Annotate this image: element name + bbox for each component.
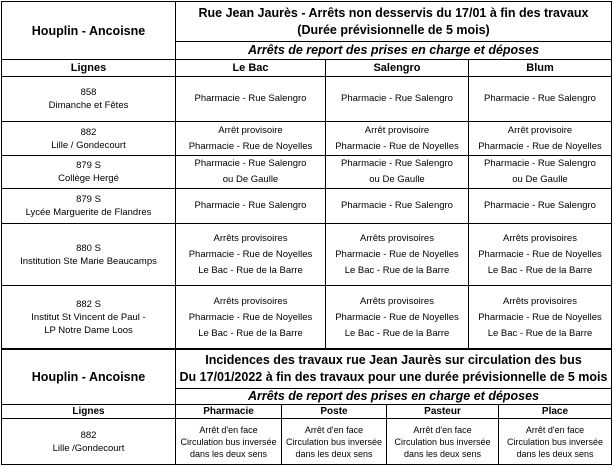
table-row	[2, 77, 612, 122]
stop-text: Pharmacie - Rue de Noyelles	[188, 311, 313, 323]
table-row	[2, 156, 612, 189]
stop-text: Pharmacie - Rue de Noyelles	[335, 140, 459, 152]
stop-text: Pharmacie - Rue de Noyelles	[335, 311, 459, 323]
stop-cell	[469, 189, 612, 224]
stop-text: Le Bac - Rue de la Barre	[344, 264, 450, 276]
stop-text: Arrêt d'en face	[525, 424, 585, 435]
stop-text: Pharmacie - Rue de Noyelles	[335, 248, 459, 260]
stop-cell	[176, 122, 326, 156]
stop-text: Pharmacie - Rue de Noyelles	[188, 248, 313, 260]
line-text: 879 S	[76, 160, 101, 171]
table-1-title	[176, 2, 612, 42]
line-text: 858	[80, 87, 97, 98]
stop-text: Pharmacie - Rue de Noyelles	[478, 311, 602, 323]
table-row	[2, 189, 612, 224]
stop-cell	[469, 156, 612, 189]
title-2-line-1: Incidences des travaux rue Jean Jaurès sur circulation des bus	[205, 352, 582, 367]
stop-text: Circulation bus inversée	[180, 436, 277, 447]
line-text: 879 S	[76, 194, 101, 205]
stop-text: dans les deux sens	[516, 448, 594, 459]
stop-text: dans les deux sens	[189, 448, 268, 459]
stop-cell	[176, 286, 326, 350]
stop-cell	[176, 224, 326, 286]
table-2-title	[176, 349, 612, 389]
table-row	[2, 122, 612, 156]
stop-cell	[326, 189, 469, 224]
line-text: 882 S	[76, 299, 101, 310]
title-2-line-2: Du 17/01/2022 à fin des travaux pour une durée prévisionnelle de 5 mois	[179, 369, 608, 384]
report-table-2	[1, 348, 612, 465]
stop-text: Arrêts provisoires	[360, 295, 434, 307]
stop-text: Arrêts provisoires	[503, 232, 577, 244]
stop-text: Pharmacie - Rue Salengro	[341, 93, 453, 104]
stop-cell	[176, 419, 282, 465]
header-lignes: Lignes	[2, 405, 176, 419]
stop-cell	[326, 286, 469, 350]
line-text: 882	[80, 429, 97, 441]
line-text: LP Notre Dame Loos	[44, 325, 133, 336]
stop-cell	[176, 189, 326, 224]
header-column: Poste	[282, 405, 387, 419]
stop-text: Arrêt provisoire	[364, 124, 430, 136]
line-cell	[2, 77, 176, 122]
stop-cell	[326, 224, 469, 286]
line-text: 882	[80, 126, 97, 138]
stop-text: Arrêts provisoires	[213, 295, 288, 307]
stop-text: Arrêts provisoires	[503, 295, 577, 307]
stop-cell	[326, 77, 469, 122]
stop-text: Circulation bus inversée	[394, 436, 491, 447]
line-text: Lille / Gondecourt	[51, 139, 126, 151]
stop-text: Pharmacie - Rue de Noyelles	[478, 140, 602, 152]
report-table-1	[1, 1, 612, 350]
stop-text: Le Bac - Rue de la Barre	[198, 327, 303, 339]
stop-text: Pharmacie - Rue de Noyelles	[188, 140, 313, 152]
line-text: 880 S	[76, 242, 101, 254]
line-cell	[2, 156, 176, 189]
stop-cell	[469, 122, 612, 156]
place-name-1: Houplin - Ancoisne	[2, 2, 176, 60]
table-1-subtitle: Arrêts de report des prises en charge et déposes	[176, 42, 612, 60]
line-text: Institution Ste Marie Beaucamps	[20, 255, 157, 267]
stop-text: dans les deux sens	[295, 448, 373, 459]
stop-text: ou De Gaulle	[222, 174, 279, 185]
line-text: Lille /Gondecourt	[52, 442, 125, 454]
stop-text: Le Bac - Rue de la Barre	[344, 327, 450, 339]
stop-cell	[469, 286, 612, 350]
line-cell	[2, 224, 176, 286]
line-cell	[2, 189, 176, 224]
line-cell	[2, 122, 176, 156]
header-column: Place	[499, 405, 612, 419]
line-text: Lycée Marguerite de Flandres	[25, 207, 152, 218]
stop-text: Le Bac - Rue de la Barre	[487, 327, 593, 339]
header-column: Pasteur	[387, 405, 499, 419]
stop-text: Le Bac - Rue de la Barre	[198, 264, 303, 276]
line-text: Collège Hergé	[58, 173, 119, 184]
line-text: Dimanche et Fêtes	[48, 100, 129, 111]
header-column: Blum	[469, 60, 612, 77]
stop-text: Arrêts provisoires	[360, 232, 434, 244]
stop-text: Arrêts provisoires	[213, 232, 288, 244]
header-column: Le Bac	[176, 60, 326, 77]
header-lignes: Lignes	[2, 60, 176, 77]
title-1-line-2: (Durée prévisionnelle de 5 mois)	[297, 22, 490, 37]
stop-cell	[176, 156, 326, 189]
stop-text: Pharmacie - Rue Salengro	[194, 200, 307, 211]
table-row	[2, 286, 612, 350]
stop-text: Arrêt provisoire	[507, 124, 573, 136]
stop-text: ou De Gaulle	[369, 174, 425, 185]
table-2-subtitle: Arrêts de report des prises en charge et déposes	[176, 389, 612, 405]
line-cell	[2, 419, 176, 465]
table-row	[2, 224, 612, 286]
stop-cell	[176, 77, 326, 122]
stop-cell	[499, 419, 612, 465]
table-row	[2, 419, 612, 465]
line-cell	[2, 286, 176, 350]
stop-text: Pharmacie - Rue Salengro	[484, 158, 596, 169]
stop-text: dans les deux sens	[403, 448, 482, 459]
line-text: Institut St Vincent de Paul -	[31, 312, 146, 323]
stop-text: Arrêt d'en face	[413, 424, 472, 435]
stop-text: Circulation bus inversée	[506, 436, 604, 447]
header-column: Pharmacie	[176, 405, 282, 419]
stop-text: Pharmacie - Rue Salengro	[341, 158, 453, 169]
stop-text: Pharmacie - Rue Salengro	[484, 93, 596, 104]
stop-text: Arrêt d'en face	[199, 424, 258, 435]
stop-text: Pharmacie - Rue Salengro	[194, 158, 307, 169]
stop-text: Pharmacie - Rue Salengro	[341, 200, 453, 211]
place-name-2: Houplin - Ancoisne	[2, 349, 176, 405]
stop-text: Pharmacie - Rue Salengro	[484, 200, 596, 211]
stop-text: Arrêt provisoire	[218, 124, 283, 136]
stop-text: Le Bac - Rue de la Barre	[487, 264, 593, 276]
stop-text: Arrêt d'en face	[304, 424, 364, 435]
title-1-line-1: Rue Jean Jaurès - Arrêts non desservis du 17/01 à fin des travaux	[198, 5, 589, 20]
stop-cell	[469, 77, 612, 122]
stop-cell	[469, 224, 612, 286]
header-column: Salengro	[326, 60, 469, 77]
stop-text: ou De Gaulle	[512, 174, 568, 185]
stop-text: Pharmacie - Rue Salengro	[194, 93, 307, 104]
stop-cell	[326, 156, 469, 189]
stop-cell	[326, 122, 469, 156]
stop-cell	[282, 419, 387, 465]
stop-cell	[387, 419, 499, 465]
stop-text: Pharmacie - Rue de Noyelles	[478, 248, 602, 260]
stop-text: Circulation bus inversée	[285, 436, 383, 447]
